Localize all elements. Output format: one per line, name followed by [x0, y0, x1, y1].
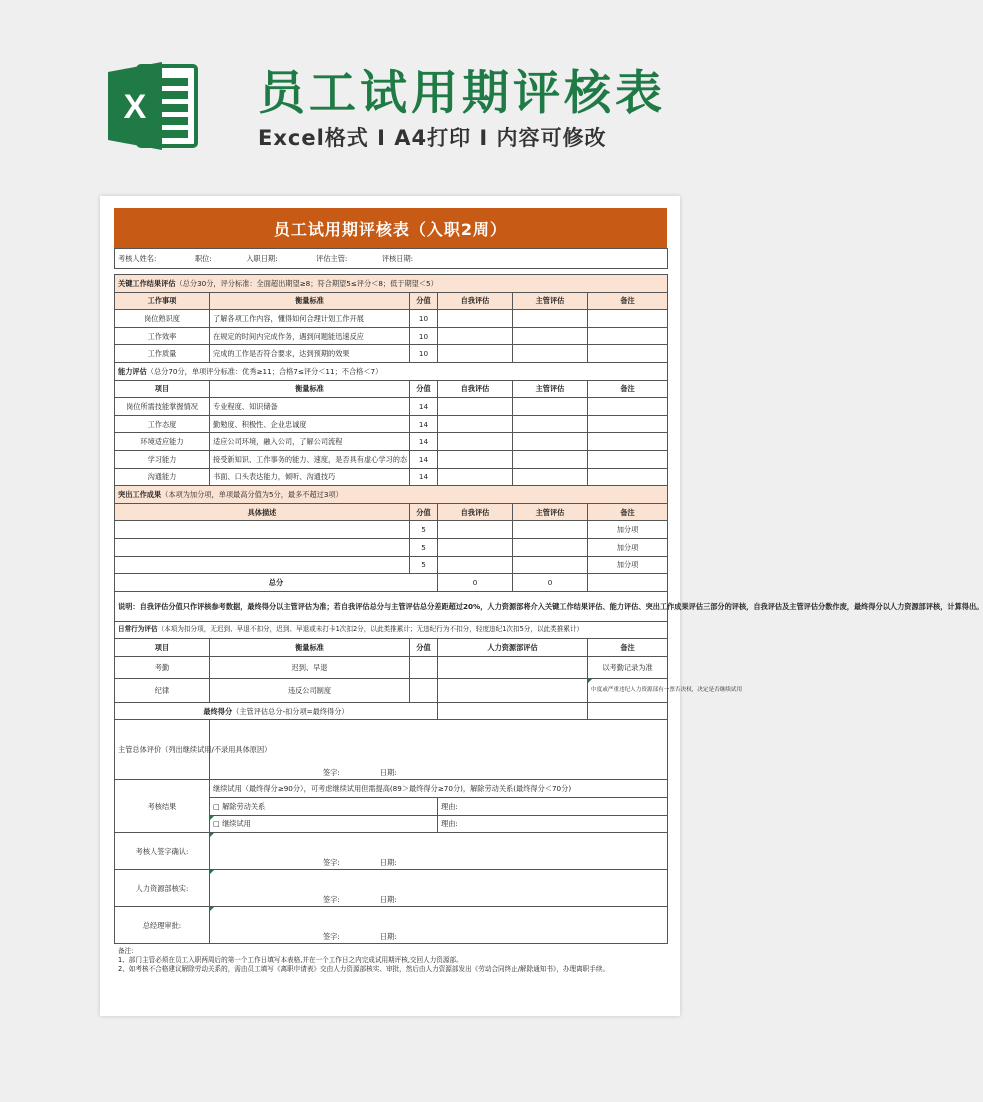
section3-header-row [115, 503, 668, 521]
note-cell: 以考勤记录为准 [588, 656, 668, 678]
section4-desc: （本项为扣分项，无迟到、早退不扣分，迟到、早退或未打卡1次扣2分，以此类推累计；无违纪行为不扣分，轻度违纪1次扣5分，以此类推累计） [157, 625, 584, 634]
result-line: 继续试用（最终得分≥90分），可考虑继续试用但需提高(89＞最终得分≥70分)，解除劳动关系(最终得分＜70分) [210, 780, 668, 798]
note-cell: 加分项 [588, 556, 668, 574]
score-cell[interactable] [410, 656, 438, 678]
self-eval-cell[interactable] [438, 468, 513, 486]
overall-input[interactable] [210, 720, 668, 780]
document-paper [100, 196, 983, 1016]
score-cell: 14 [410, 450, 438, 468]
table-row [115, 538, 668, 556]
col-header: 分值 [410, 292, 438, 310]
signoff-date: 日期: [379, 932, 397, 942]
info-eval-date: 评核日期: [381, 254, 414, 263]
signoff-input[interactable] [210, 833, 668, 870]
table-row [115, 398, 668, 416]
signoff-label: 人力资源部核实: [115, 870, 210, 907]
note-cell: 加分项 [588, 538, 668, 556]
signoff-date: 日期: [379, 858, 397, 868]
table-row [115, 433, 668, 451]
signoff-row [115, 907, 668, 944]
sup-eval-cell[interactable] [513, 398, 588, 416]
hr-eval-cell[interactable] [438, 656, 588, 678]
result-option-terminate[interactable]: □ 解除劳动关系 [210, 798, 438, 816]
final-note-cell [588, 702, 668, 720]
notes-item: 1、部门主管必须在员工入职两周后的第一个工作日填写本表格,并在一个工作日之内完成试用期评核,交回人力资源部。 [118, 956, 463, 965]
signoff-input[interactable] [210, 870, 668, 907]
note-cell[interactable] [588, 327, 668, 345]
signoff-label: 考核人签字确认: [115, 833, 210, 870]
std-cell: 勤勉度、积极性、企业忠诚度 [210, 415, 410, 433]
total-self: 0 [438, 574, 513, 592]
col-header: 具体描述 [115, 503, 410, 521]
table-row [115, 415, 668, 433]
sup-eval-cell[interactable] [513, 433, 588, 451]
overall-row [115, 720, 668, 780]
col-header: 自我评估 [438, 380, 513, 398]
note-cell[interactable] [588, 415, 668, 433]
signoff-row [115, 870, 668, 907]
std-cell: 完成的工作是否符合要求，达到预期的效果 [210, 345, 410, 363]
col-header: 自我评估 [438, 292, 513, 310]
self-eval-cell[interactable] [438, 345, 513, 363]
score-cell: 14 [410, 415, 438, 433]
col-header: 分值 [410, 380, 438, 398]
signoff-input[interactable] [210, 907, 668, 944]
explain-label: 说明： [118, 601, 140, 611]
table-row [115, 656, 668, 678]
note-cell[interactable] [588, 468, 668, 486]
final-desc: （主管评估总分-扣分项=最终得分） [232, 706, 349, 716]
col-header: 主管评估 [513, 380, 588, 398]
score-cell: 10 [410, 327, 438, 345]
signoff-row [115, 833, 668, 870]
signoff-date: 日期: [379, 895, 397, 905]
col-header: 主管评估 [513, 503, 588, 521]
excel-logo-icon [104, 58, 200, 154]
table-row [115, 678, 668, 702]
score-cell: 10 [410, 345, 438, 363]
col-header: 自我评估 [438, 503, 513, 521]
score-cell: 14 [410, 468, 438, 486]
col-header: 分值 [410, 503, 438, 521]
total-row [115, 574, 668, 592]
note-cell[interactable] [588, 310, 668, 328]
result-reason[interactable]: 理由: [438, 815, 668, 833]
col-header: 人力资源部评估 [438, 639, 588, 657]
self-eval-cell[interactable] [438, 521, 513, 539]
col-header: 衡量标准 [210, 292, 410, 310]
final-label: 最终得分 [203, 706, 233, 716]
info-position: 职位: [194, 254, 212, 263]
explain-row [115, 591, 668, 621]
note-cell[interactable] [588, 450, 668, 468]
note-cell[interactable] [588, 433, 668, 451]
desc-cell[interactable] [115, 556, 410, 574]
section1-title-row [115, 275, 668, 293]
section2-title: 能力评估 [118, 366, 147, 376]
signoff-sign: 签字: [323, 895, 340, 905]
col-header: 备注 [588, 503, 668, 521]
evaluation-sheet [114, 208, 983, 977]
total-note [588, 574, 668, 592]
info-entry-date: 入职日期: [246, 254, 278, 263]
score-cell: 5 [410, 521, 438, 539]
note-cell: 中度或严重违纪人力资源部有一票否决权，决定是否继续试用 [588, 678, 668, 702]
item-cell: 岗位熟识度 [115, 310, 210, 328]
note-cell: 加分项 [588, 521, 668, 539]
std-cell: 迟到、早退 [210, 656, 410, 678]
section3-desc: （本项为加分项，单项最高分值为5分，最多不超过3项） [161, 489, 343, 499]
section2-title-row [115, 362, 668, 380]
notes-block [114, 944, 667, 977]
final-score-cell[interactable] [438, 702, 588, 720]
desc-cell[interactable] [115, 521, 410, 539]
self-eval-cell[interactable] [438, 415, 513, 433]
section4-title-row [115, 621, 668, 639]
item-cell: 沟通能力 [115, 468, 210, 486]
score-cell: 14 [410, 433, 438, 451]
std-cell: 专业程度、知识储备 [210, 398, 410, 416]
section3-title-row [115, 486, 668, 504]
section1-title: 关键工作结果评估 [118, 278, 176, 288]
sup-eval-cell[interactable] [513, 556, 588, 574]
std-cell: 违反公司制度 [210, 678, 410, 702]
info-row [115, 249, 668, 269]
section3-title: 突出工作成果 [118, 489, 162, 499]
col-header: 衡量标准 [210, 380, 410, 398]
page-subtitle: Excel格式 I A4打印 I 内容可修改 [258, 126, 607, 150]
sup-eval-cell[interactable] [513, 345, 588, 363]
overall-date: 日期: [379, 768, 397, 778]
sheet-banner: 员工试用期评核表（入职2周） [114, 208, 667, 248]
table-row [115, 450, 668, 468]
self-eval-cell[interactable] [438, 450, 513, 468]
col-header: 备注 [588, 639, 668, 657]
self-eval-cell[interactable] [438, 398, 513, 416]
table-row [115, 310, 668, 328]
col-header: 主管评估 [513, 292, 588, 310]
col-header: 分值 [410, 639, 438, 657]
self-eval-cell[interactable] [438, 538, 513, 556]
col-header: 工作事项 [115, 292, 210, 310]
col-header: 衡量标准 [210, 639, 410, 657]
sup-eval-cell[interactable] [513, 468, 588, 486]
final-score-row [115, 702, 668, 720]
info-supervisor: 评估主管: [316, 254, 348, 263]
notes-title: 备注: [118, 947, 134, 956]
result-label: 考核结果 [115, 780, 210, 833]
item-cell: 工作态度 [115, 415, 210, 433]
table-row [115, 556, 668, 574]
self-eval-cell[interactable] [438, 433, 513, 451]
section4-title: 日常行为评估 [118, 625, 158, 634]
section2-header-row [115, 380, 668, 398]
sup-eval-cell[interactable] [513, 450, 588, 468]
overall-label: 主管总体评价（列出继续试用/不录用具体原因） [115, 720, 210, 780]
result-row-1 [115, 780, 668, 798]
page-title: 员工试用期评核表 [258, 66, 666, 121]
table-row [115, 345, 668, 363]
score-cell: 10 [410, 310, 438, 328]
item-cell: 考勤 [115, 656, 210, 678]
self-eval-cell[interactable] [438, 310, 513, 328]
signoff-sign: 签字: [323, 858, 340, 868]
score-cell: 14 [410, 398, 438, 416]
std-cell: 了解各项工作内容，懂得如何合理计划工作开展 [210, 310, 410, 328]
sup-eval-cell[interactable] [513, 415, 588, 433]
score-cell: 5 [410, 556, 438, 574]
col-header: 项目 [115, 380, 210, 398]
table-row [115, 468, 668, 486]
item-cell: 学习能力 [115, 450, 210, 468]
item-cell: 工作质量 [115, 345, 210, 363]
item-cell: 纪律 [115, 678, 210, 702]
score-cell: 5 [410, 538, 438, 556]
result-reason[interactable]: 理由: [438, 798, 668, 816]
evaluation-table [114, 248, 983, 944]
section4-header-row [115, 639, 668, 657]
sup-eval-cell[interactable] [513, 327, 588, 345]
signoff-sign: 签字: [323, 932, 340, 942]
explain-text: 自我评估分值只作评核参考数据，最终得分以主管评估为准；若自我评估总分与主管评估总分差距超过20%，人力资源部将介入关键工作结果评估、能力评估、突出工作成果评估三部分的评核，自我评估及主管评估分数作废，最终得分以人力资源部评核，计算得出。 [139, 601, 983, 611]
note-cell[interactable] [588, 398, 668, 416]
result-option-continue[interactable]: □ 继续试用 [210, 815, 438, 833]
std-cell: 书面、口头表达能力，倾听、沟通技巧 [210, 468, 410, 486]
sup-eval-cell[interactable] [513, 538, 588, 556]
table-row [115, 327, 668, 345]
section1-header-row [115, 292, 668, 310]
overall-sign: 签字: [323, 768, 340, 778]
item-cell: 岗位所需技能掌握情况 [115, 398, 210, 416]
sup-eval-cell[interactable] [513, 521, 588, 539]
col-header: 备注 [588, 292, 668, 310]
svg-text:X: X [123, 88, 147, 126]
total-sup: 0 [513, 574, 588, 592]
std-cell: 接受新知识、工作事务的能力、速度，是否具有虚心学习的态 [210, 450, 410, 468]
note-cell[interactable] [588, 345, 668, 363]
item-cell: 工作效率 [115, 327, 210, 345]
std-cell: 适应公司环境，融入公司，了解公司流程 [210, 433, 410, 451]
item-cell: 环境适应能力 [115, 433, 210, 451]
self-eval-cell[interactable] [438, 556, 513, 574]
table-row [115, 521, 668, 539]
sup-eval-cell[interactable] [513, 310, 588, 328]
info-name: 考核人姓名: [118, 254, 157, 263]
page-header [0, 0, 780, 190]
section1-desc: （总分30分，评分标准：全面超出期望≥8；符合期望5≤评分＜8；低于期望＜5） [175, 278, 438, 288]
total-label: 总分 [115, 574, 438, 592]
desc-cell[interactable] [115, 538, 410, 556]
section2-desc: （总分70分，单项评分标准：优秀≥11；合格7≤评分＜11；不合格＜7） [146, 366, 383, 376]
col-header: 项目 [115, 639, 210, 657]
notes-item: 2、如考核不合格建议解除劳动关系的，需由员工填写《离职申请表》交由人力资源部核实、审批，然后由人力资源部发出《劳动合同终止/解除通知书》，办理离职手续。 [118, 965, 610, 974]
score-cell[interactable] [410, 678, 438, 702]
std-cell: 在规定的时间内完成作务，遇到问题能迅速反应 [210, 327, 410, 345]
signoff-label: 总经理审批: [115, 907, 210, 944]
col-header: 备注 [588, 380, 668, 398]
self-eval-cell[interactable] [438, 327, 513, 345]
hr-eval-cell[interactable] [438, 678, 588, 702]
